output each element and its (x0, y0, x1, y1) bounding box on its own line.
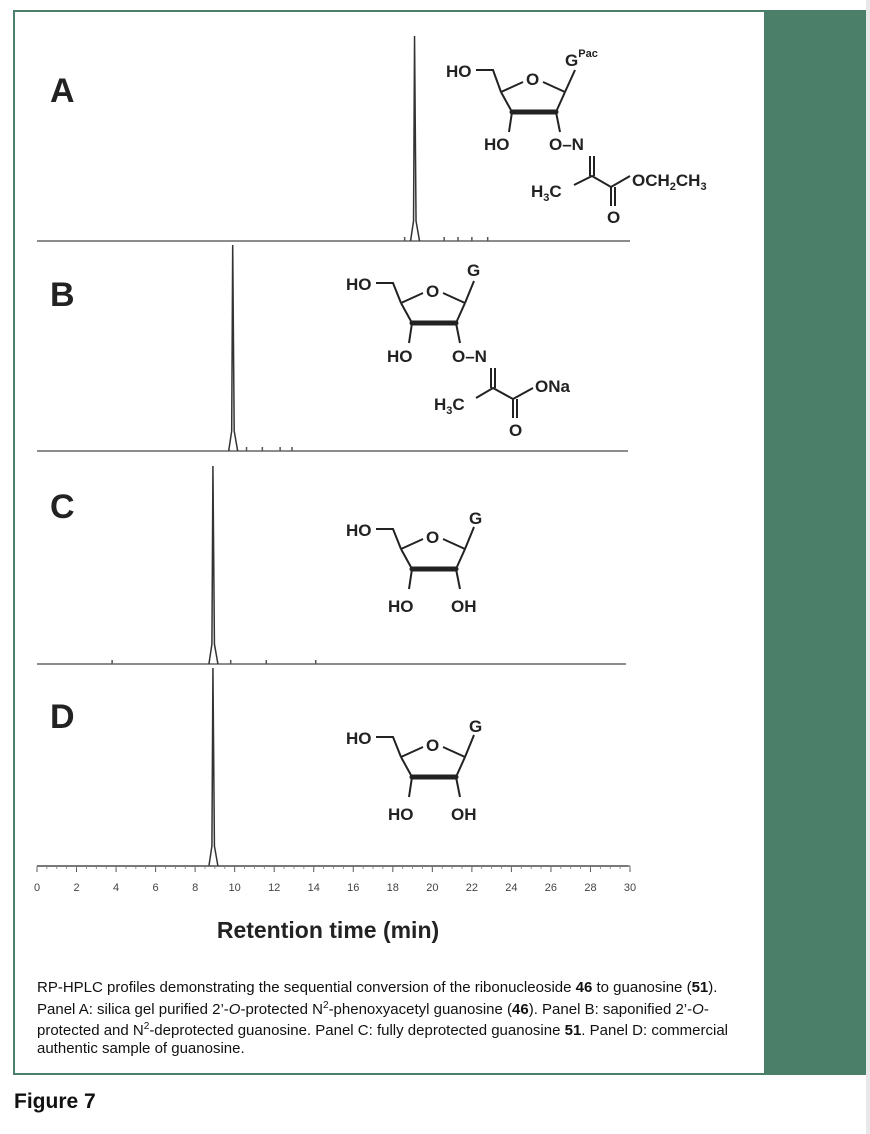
trace-panel-a (37, 36, 630, 241)
x-tick-label: 4 (113, 882, 120, 894)
struct-c-oh2: OH (451, 597, 477, 616)
figure-title: Figure 7 (14, 1090, 96, 1113)
x-tick-label: 2 (73, 882, 80, 894)
caption-italic: O (692, 1000, 704, 1018)
caption-compound-ref: 46 (512, 1000, 529, 1018)
structure-a (446, 48, 707, 227)
caption-compound-ref: 46 (575, 979, 593, 996)
x-tick-label: 10 (228, 882, 241, 894)
x-tick-label: 18 (386, 882, 399, 894)
struct-d-ho3: HO (388, 805, 414, 824)
caption-text: -protected N (240, 1000, 323, 1018)
main-peak-a (411, 36, 420, 241)
x-tick-label: 14 (307, 882, 320, 894)
struct-b-carbonyl-o: O (509, 421, 523, 440)
main-peak-b (229, 245, 238, 451)
x-tick-label: 12 (268, 882, 281, 894)
chromatogram-traces (37, 36, 630, 866)
caption-superscript: 2 (143, 1021, 150, 1032)
x-tick-label: 28 (584, 882, 597, 894)
struct-d-oh2: OH (451, 805, 477, 824)
caption-compound-ref: 51 (564, 1022, 582, 1039)
structure-d (346, 717, 482, 824)
panel-label-c: C (50, 488, 75, 526)
caption-text: -protected and N (37, 1000, 709, 1039)
struct-b-o-n: O–N (452, 347, 487, 366)
struct-a-h3c: $H_3C$ (531, 182, 562, 204)
struct-a-ester: $OCH_2CH_3$ (632, 171, 707, 193)
struct-b-ring-o: O (426, 282, 440, 301)
x-axis-ticks (34, 866, 636, 894)
struct-b-salt: ONa (535, 377, 570, 396)
x-tick-label: 8 (192, 882, 199, 894)
struct-d-ho5: HO (346, 729, 372, 748)
x-tick-label: 6 (152, 882, 159, 894)
x-tick-label: 20 (426, 882, 439, 894)
structure-b (346, 261, 571, 440)
caption-italic: O (228, 1000, 241, 1018)
struct-a-ring-o: O (526, 70, 540, 89)
panel-label-d: D (50, 698, 75, 736)
caption-text: ). Panel B: saponified 2’- (528, 1000, 693, 1018)
caption-superscript: 2 (323, 999, 329, 1011)
caption-text: . Panel D: commercial authentic sample of guanosine. (37, 1022, 729, 1057)
panel-label-a: A (50, 72, 75, 110)
struct-c-ring-o: O (426, 528, 440, 547)
caption-text: to guanosine ( (592, 979, 692, 996)
x-tick-label: 16 (347, 882, 360, 894)
trace-panel-b (37, 245, 628, 451)
caption-text: -deprotected guanosine. Panel C: fully deprotected guanosine (149, 1022, 565, 1039)
struct-b-h3c: $H_3C$ (434, 395, 465, 417)
main-peak-c (209, 466, 218, 664)
struct-c-ho5: HO (346, 521, 372, 540)
x-tick-label: 0 (33, 882, 41, 894)
caption-compound-ref: 51 (691, 979, 709, 996)
caption-text: RP-HPLC profiles demonstrating the sequential conversion of the ribonucleoside (37, 979, 576, 996)
struct-b-ho3: HO (387, 347, 413, 366)
struct-d-base: G (469, 717, 483, 736)
x-axis-title: Retention time (min) (216, 917, 440, 943)
struct-c-ho3: HO (388, 597, 414, 616)
x-axis (34, 866, 636, 894)
struct-b-base: G (467, 261, 481, 280)
struct-a-carbonyl-o: O (607, 208, 621, 227)
caption-text: -phenoxyacetyl guanosine ( (328, 1000, 513, 1018)
main-peak-d (209, 668, 218, 866)
struct-a-ho3: HO (484, 135, 510, 154)
struct-a-base: $G^{Pac}$ (565, 48, 598, 70)
panel-label-b: B (50, 276, 75, 314)
caption-text: ). Panel A: silica gel purified 2’- (37, 979, 718, 1018)
x-tick-label: 22 (465, 882, 478, 894)
trace-panel-d (37, 668, 628, 866)
figure-caption (37, 979, 737, 1057)
struct-a-ho5: HO (446, 62, 472, 81)
x-tick-label: 26 (544, 882, 558, 894)
struct-b-ho5: HO (346, 275, 372, 294)
structure-c (346, 509, 482, 616)
struct-a-o-n: O–N (549, 135, 584, 154)
trace-panel-c (37, 466, 626, 664)
struct-c-base: G (469, 509, 483, 528)
x-tick-label: 24 (505, 882, 518, 894)
struct-d-ring-o: O (426, 736, 440, 755)
x-tick-label: 30 (623, 882, 637, 894)
